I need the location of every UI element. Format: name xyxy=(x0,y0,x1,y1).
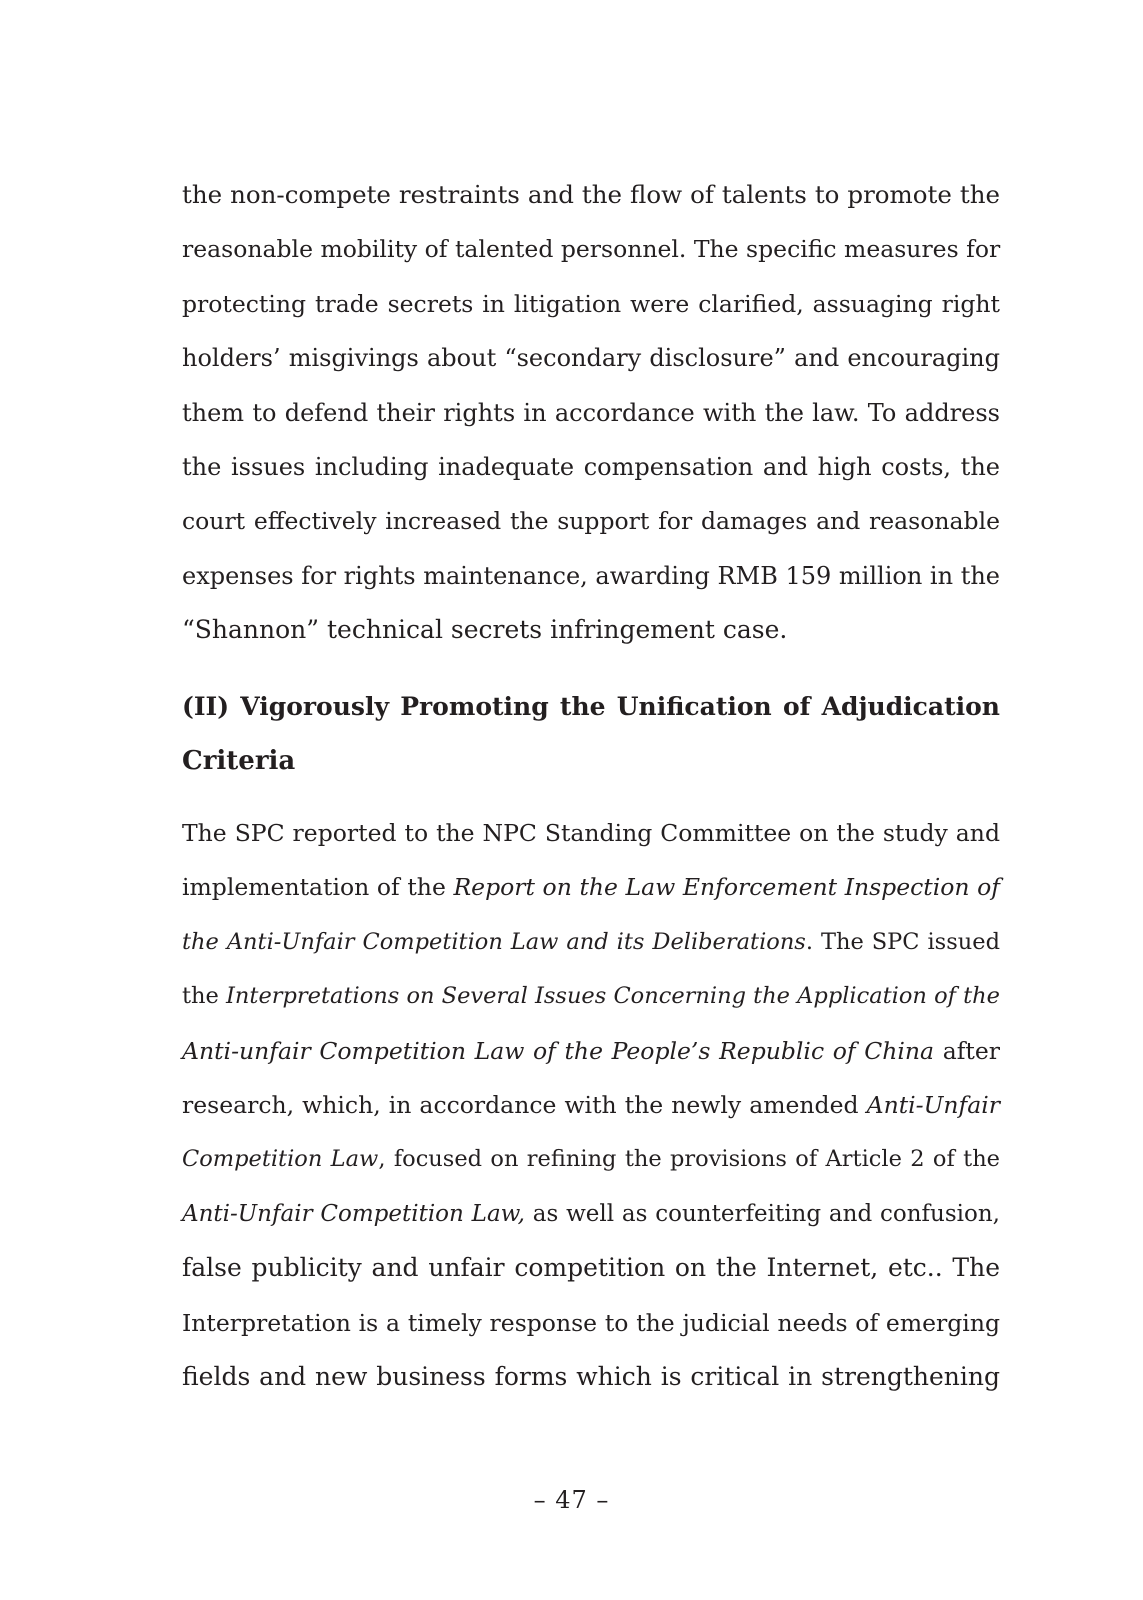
text-line: them to defend their rights in accordance with the law. To address xyxy=(182,398,1000,427)
text-run: as well as counterfeiting and confusion, xyxy=(524,1200,1000,1227)
text-line xyxy=(182,1024,1000,1078)
italic-title: the Anti-Unfair Competition Law and its Deliberations xyxy=(182,928,806,955)
text-line: the issues including inadequate compensation and high costs, the xyxy=(182,452,1000,481)
body-paragraph-2 xyxy=(182,806,1000,1404)
text-line xyxy=(182,1132,1000,1186)
text-line: reasonable mobility of talented personnel. The specific measures for xyxy=(182,235,1001,264)
italic-title: Anti-Unfair Competition Law, xyxy=(182,1200,525,1227)
text-run: research, which, in accordance with the newly amended xyxy=(182,1090,867,1119)
text-line: expenses for rights maintenance, awarding RMB 159 million in the xyxy=(182,561,1000,590)
text-line: protecting trade secrets in litigation were clarified, assuaging right xyxy=(182,289,1000,318)
text-line xyxy=(182,915,1000,969)
text-line: the non-compete restraints and the flow of talents to promote the xyxy=(182,180,1000,209)
text-line xyxy=(182,969,1000,1023)
page-number: – 47 – xyxy=(533,1486,610,1514)
text-run: after xyxy=(934,1036,1000,1065)
italic-title: Interpretations on Several Issues Concerning the Application of the xyxy=(226,983,1000,1010)
text-line: Interpretation is a timely response to the judicial needs of emerging xyxy=(182,1308,1000,1337)
text-line: false publicity and unfair competition on the Internet, etc.. The xyxy=(182,1253,1000,1283)
italic-title: Report on the Law Enforcement Inspection of xyxy=(453,873,1000,902)
italic-title: Anti-Unfair xyxy=(866,1090,1000,1119)
section-heading xyxy=(182,680,1000,789)
heading-line: (II) Vigorously Promoting the Unification of Adjudication xyxy=(182,692,1000,721)
text-line xyxy=(182,860,1000,914)
text-line xyxy=(182,1187,1000,1241)
text-run: , focused on refining the provisions of Article 2 of the xyxy=(378,1146,1000,1173)
text-line xyxy=(182,1078,1000,1132)
text-run: . The SPC issued xyxy=(805,928,1000,955)
text-line: “Shannon” technical secrets infringement case. xyxy=(182,615,788,645)
text-line: holders’ misgivings about “secondary disclosure” and encouraging xyxy=(182,344,1000,373)
heading-line: Criteria xyxy=(182,746,296,777)
body-paragraph-1 xyxy=(182,168,1000,658)
text-line: fields and new business forms which is critical in strengthening xyxy=(182,1361,1000,1391)
text-run: the xyxy=(182,983,227,1010)
italic-title: Competition Law xyxy=(182,1146,379,1173)
italic-title: Anti-unfair Competition Law of the People’s Republic of China xyxy=(182,1036,935,1065)
text-line: court effectively increased the support for damages and reasonable xyxy=(182,507,1000,536)
text-line: The SPC reported to the NPC Standing Committee on the study and xyxy=(182,819,1000,847)
text-run: implementation of the xyxy=(182,873,454,902)
